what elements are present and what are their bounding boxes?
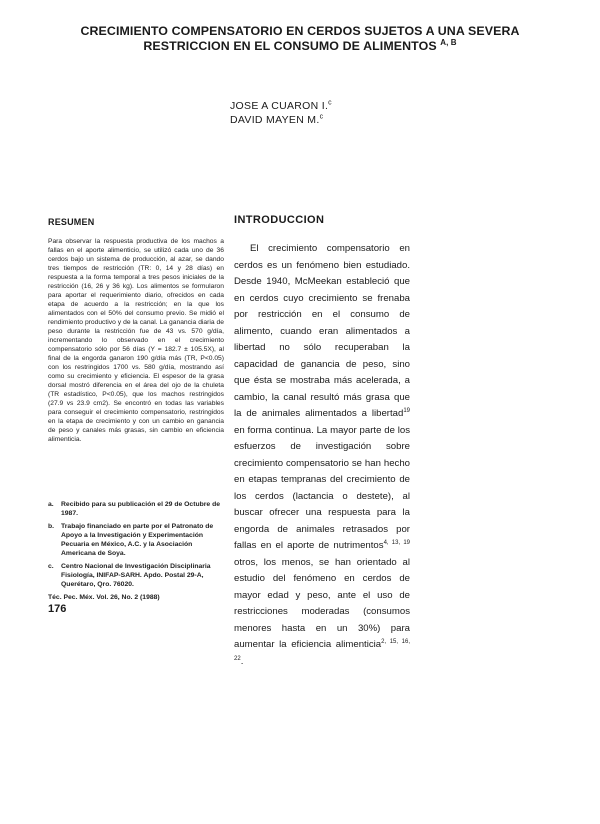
title-line-2-text: RESTRICCION EN EL CONSUMO DE ALIMENTOS <box>143 39 437 53</box>
reference-mark: 19 <box>403 407 410 414</box>
intro-text-part: otros, los menos, se han orientado al estudio del fenómeno en cerdos de mayor edad y peso, ante el uso de restricciones moderadas (consumos menores hasta en un 30%) para aumentar la eficiencia alimenticia <box>234 556 410 650</box>
title-footnote-marks: A, B <box>440 37 457 47</box>
introduccion-heading: INTRODUCCION <box>234 214 325 226</box>
footnote-mark: b. <box>48 523 55 530</box>
journal-citation: Téc. Pec. Méx. Vol. 26, No. 2 (1988) <box>48 594 160 601</box>
introduccion-body <box>234 241 410 670</box>
intro-text-part: en forma continua. La mayor parte de los esfuerzos de investigación sobre crecimiento compensatorio se han hecho en etapas tempranas del crecimiento de los cerdos (lactancia o destete), al buscar ofrecer una respuesta para la engorda de animales retrasados por fallas en el aporte de nutrimentos <box>234 424 410 551</box>
intro-text-part: El crecimiento compensatorio en cerdos es un fenómeno bien estudiado. Desde 1940, McMeekan estableció que en cerdos cuyo crecimiento se frenaba por restricción en el consumo de alimento, cuando eran alimentados a libertad no sólo recuperaban la capacidad de ganancia de peso, sino que ésta se mostraba más acelerada, a cambio, la canal resultó más grasa que la de animales alimentados a libertad <box>234 243 410 419</box>
title-line-1: CRECIMIENTO COMPENSATORIO EN CERDOS SUJETOS A UNA SEVERA <box>80 24 520 38</box>
title-line-2 <box>40 39 560 54</box>
article-title <box>40 24 560 54</box>
footnote <box>48 500 226 518</box>
footnote-text: Recibido para su publicación el 29 de Octubre de 1987. <box>61 501 221 517</box>
reference-mark: 4, 13, 19 <box>383 539 410 546</box>
author-affiliation-mark: c <box>328 99 332 107</box>
footnotes <box>48 500 226 602</box>
footnote <box>48 562 226 589</box>
footnote <box>48 522 226 558</box>
footnote-text: Trabajo financiado en parte por el Patronato de Apoyo a la Investigación y Experimentación Pecuaria en México, A.C. y la Asociación Americana de Soya. <box>61 523 214 557</box>
author-name: JOSE A CUARON I. <box>230 100 329 112</box>
author-list <box>230 99 332 127</box>
author <box>230 99 332 113</box>
intro-text-end: . <box>240 655 244 667</box>
author <box>230 113 332 127</box>
reference-mark: 2, 15, 16, 22 <box>234 638 410 662</box>
resumen-heading: RESUMEN <box>48 217 95 227</box>
author-affiliation-mark: c <box>319 113 324 121</box>
footnote-mark: c. <box>48 563 54 570</box>
resumen-abstract: Para observar la respuesta productiva de los machos a fallas en el aporte alimenticio, se utilizó cada uno de 36 cerdos bajo un sistema de producción, al azar, se dando tres tiempos de restricción (TR: 0, 14 y 28 días) en respuesta a la forma temporal a tres pesos iniciales de la restricción (16, 26 y 36 kg). Los alimentos se formularon para aportar el requerimiento diario, ofrecidos en cada etapa de acuerdo a la restricción; en la que los alimentados con el 50% del consumo previo. Se midió el rendimiento productivo y de la canal. La ganancia diaria de peso durante la restricción fue de 43 vs. 570 g/día, incrementando lo observado en el crecimiento compensatorio sólo por 56 días (Y = 182.7 ± 105.5X), al final de la engorda ganaron 190 g/día más (TR, P<0.05) con los restringidos 1700 vs. 580 g/día, mostrando así como su crecimiento y eficiencia. El espesor de la grasa dorsal mostró diferencia en el área del ojo de la chuleta (TR estadístico, P<0.05), que los machos restringidos (27.9 vs 23.9 cm2). Se encontró en todas las variables para conseguir el crecimiento compensatorio, restringidos en la etapa de crecimiento y con un cambio en ganancia de peso y canales más grasas, sin cambio en eficiencia alimenticia. <box>48 238 224 443</box>
footnote-mark: a. <box>48 501 54 508</box>
author-name: DAVID MAYEN M. <box>230 114 320 126</box>
page-number: 176 <box>48 603 67 615</box>
footnote-text: Centro Nacional de Investigación Disciplinaria Fisiología, INIFAP-SARH. Apdo. Postal 29-A, Querétaro, Qro. 76020. <box>61 563 211 588</box>
